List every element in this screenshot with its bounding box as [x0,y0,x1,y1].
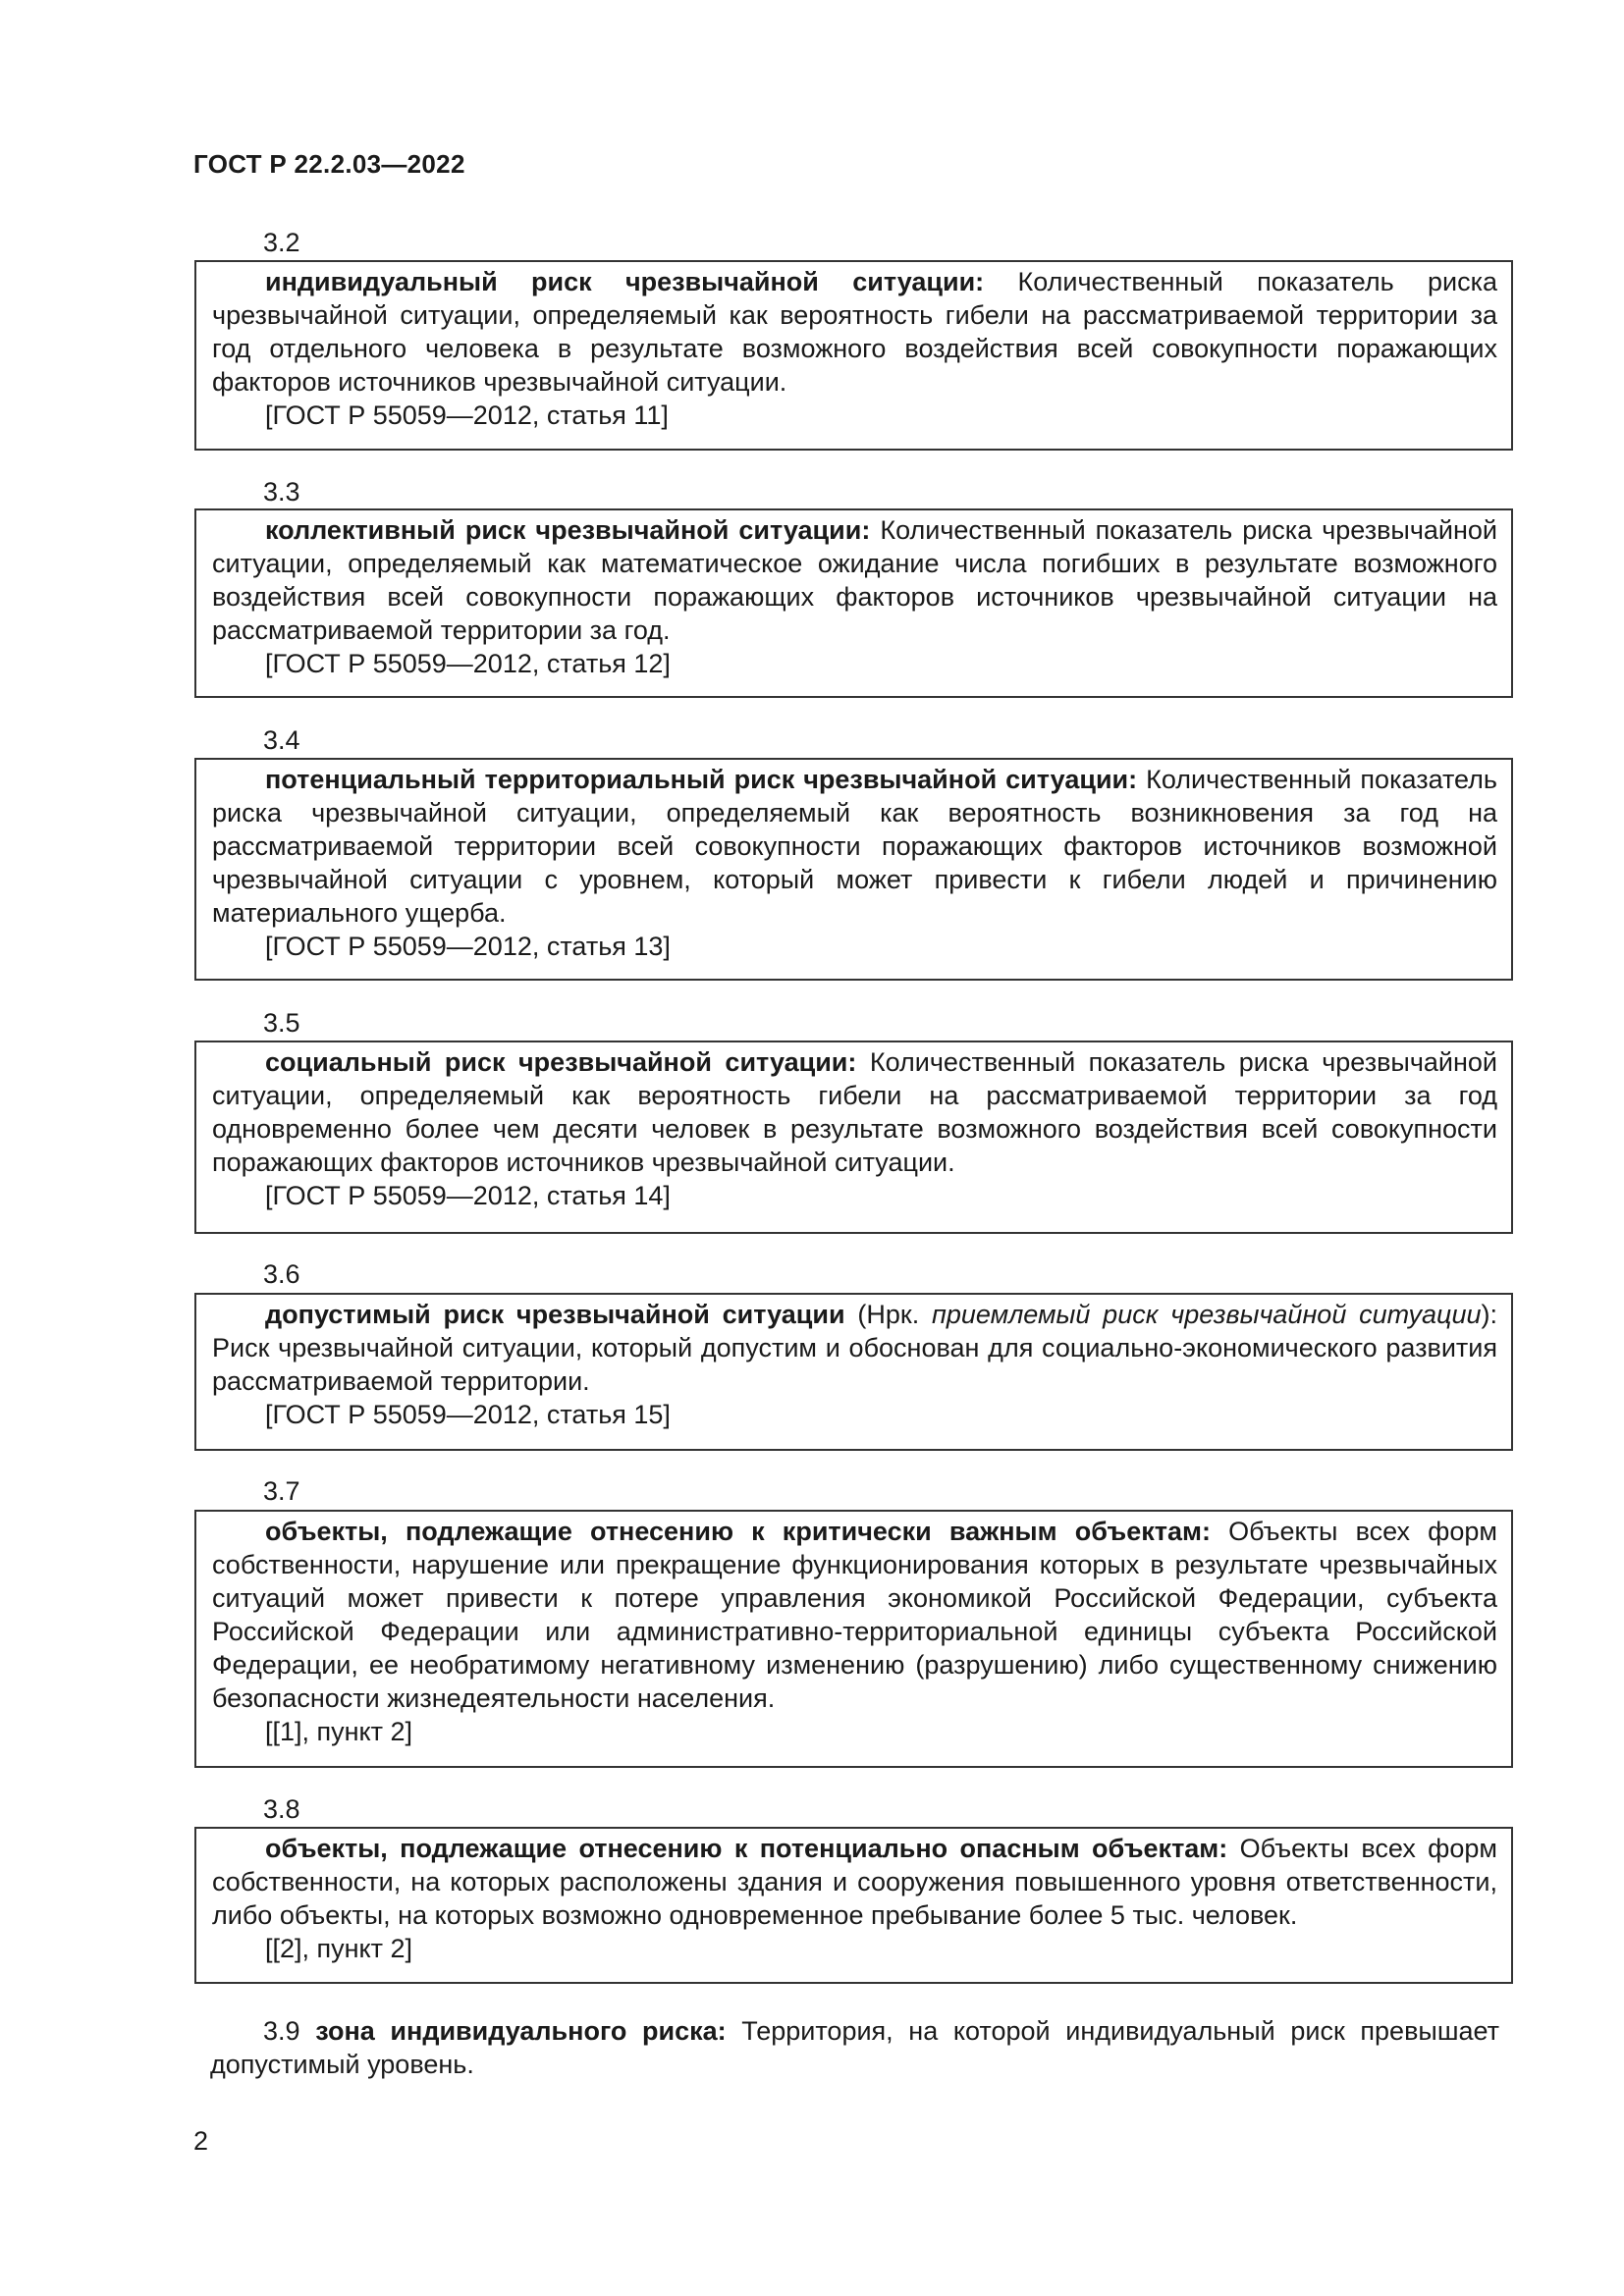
entry-number: 3.5 [263,1008,300,1038]
term: индивидуальный риск чрезвычайной ситуации: [265,267,985,296]
entry-number: 3.6 [263,1259,300,1289]
entry-number: 3.8 [263,1794,300,1824]
entry-number: 3.4 [263,725,300,755]
term: зона индивидуального риска: [315,2016,727,2046]
definition [212,1298,1497,1398]
definition [212,513,1497,647]
term-box [194,1827,1513,1984]
source-reference: [ГОСТ Р 55059—2012, статья 13] [265,932,671,961]
definition-text: Территория, на которой индивидуальный риск превышает допустимый уровень. [210,2016,1499,2079]
definition-text: Количественный показатель риска чрезвычайной ситуации, определяемый как вероятность возникновения за год на рассматриваемой территории всей совокупности поражающих факторов источников возможной чрезвычайной ситуации с уровнем, который может привести к гибели людей и причинению материального ущерба. [212,765,1497,928]
definition [212,1045,1497,1179]
synonym: приемлемый риск чрезвычайной ситуации [931,1300,1482,1329]
term-box [194,260,1513,451]
term-box [194,758,1513,981]
entry-number: 3.9 [263,2016,300,2046]
definition [212,1515,1497,1715]
definition [212,1832,1497,1932]
definition-text: Объекты всех форм собственности, на которых расположены здания и сооружения повышенного уровня ответственности, либо объекты, на которых возможно одновременное пребывание более 5 тыс. человек. [212,1834,1497,1930]
source-reference: [[2], пункт 2] [265,1934,413,1963]
suffix-text: ): [1481,1300,1498,1329]
definition-text: Количественный показатель риска чрезвычайной ситуации, определяемый как вероятность гибели на рассматриваемой территории за год отдельного человека в результате возможного воздействия всей совокупности поражающих факторов источников чрезвычайной ситуации. [212,267,1498,397]
term: допустимый риск чрезвычайной ситуации [265,1300,845,1329]
term: объекты, подлежащие отнесению к потенциально опасным объектам: [265,1834,1228,1863]
definition-text: Количественный показатель риска чрезвычайной ситуации, определяемый как математическое ожидание числа погибших в результате возможного воздействия всей совокупности поражающих факторов источников чрезвычайной ситуации на рассматриваемой территории за год. [212,515,1498,645]
document-header: ГОСТ Р 22.2.03—2022 [193,149,465,179]
source-reference: [ГОСТ Р 55059—2012, статья 14] [265,1181,671,1210]
definition-text: Риск чрезвычайной ситуации, который допустим и обоснован для социально-экономического развития рассматриваемой территории. [212,1333,1497,1396]
definition [212,265,1497,399]
term-box [194,1041,1513,1234]
source-reference: [[1], пункт 2] [265,1717,413,1746]
term-box [194,1293,1513,1451]
definition-text: Количественный показатель риска чрезвычайной ситуации, определяемый как вероятность гибели на рассматриваемой территории за год одновременно более чем десяти человек в результате возможного воздействия всей совокупности поражающих факторов источников чрезвычайной ситуации. [212,1047,1497,1177]
term-box [194,1510,1513,1768]
term: потенциальный территориальный риск чрезвычайной ситуации: [265,765,1138,794]
term: объекты, подлежащие отнесению к критически важным объектам: [265,1517,1211,1546]
entry-number: 3.7 [263,1476,300,1506]
term: социальный риск чрезвычайной ситуации: [265,1047,857,1077]
entry-number: 3.2 [263,228,300,257]
term: коллективный риск чрезвычайной ситуации: [265,515,871,545]
definition-paragraph [210,2014,1499,2081]
page-number: 2 [193,2126,209,2156]
source-reference: [ГОСТ Р 55059—2012, статья 15] [265,1400,671,1429]
term-box [194,508,1513,698]
definition-text: Объекты всех форм собственности, нарушение или прекращение функционирования которых в результате чрезвычайных ситуаций может привести к потере управления экономикой Российской Федерации, субъекта Российской Федерации или административно-территориальной единицы субъекта Российской Федерации, ее необратимому негативному изменению (разрушению) либо существенному снижению безопасности жизнедеятельности населения. [212,1517,1497,1713]
source-reference: [ГОСТ Р 55059—2012, статья 11] [265,400,669,430]
definition [212,763,1497,930]
source-reference: [ГОСТ Р 55059—2012, статья 12] [265,649,671,678]
prefix-text: (Нрк. [844,1300,932,1329]
entry-number: 3.3 [263,477,300,507]
